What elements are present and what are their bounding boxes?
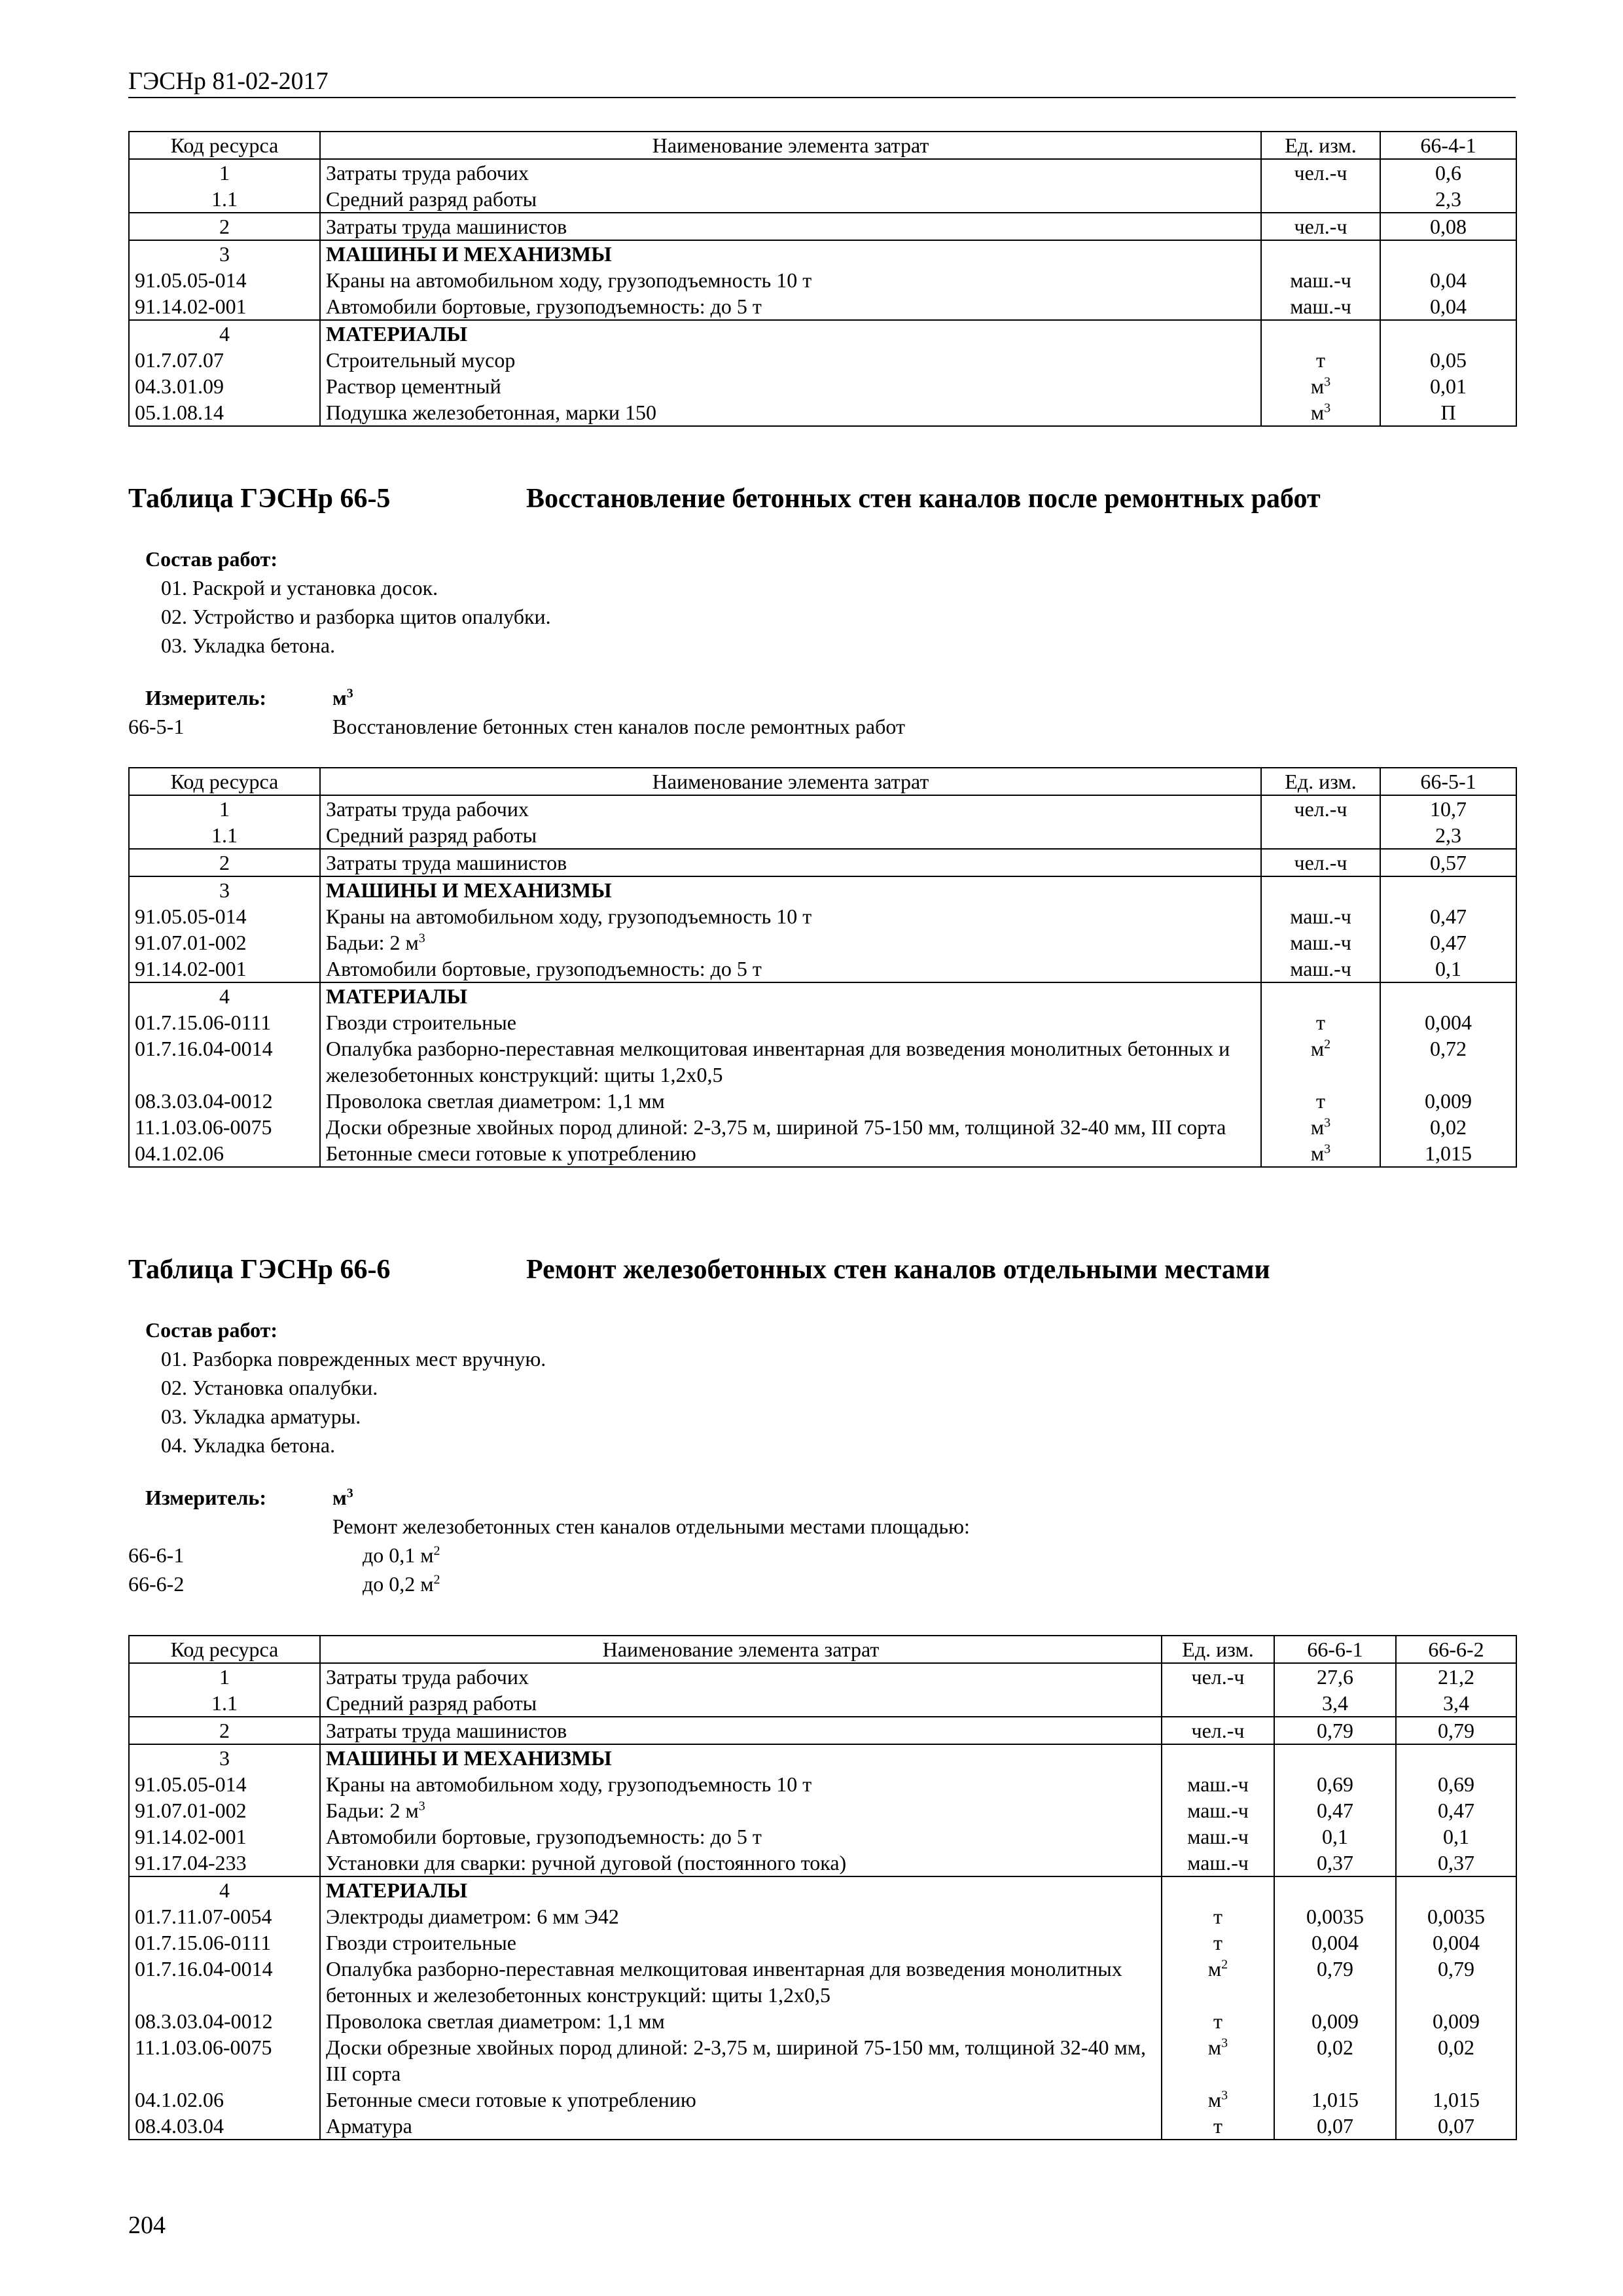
resource-name: Проволока светлая диаметром: 1,1 мм — [320, 2008, 1162, 2034]
resource-name: Краны на автомобильном ходу, грузоподъемность 10 т — [320, 1771, 1162, 1797]
resource-code: 91.05.05-014 — [129, 903, 320, 929]
resource-name: Бетонные смеси готовые к употреблению — [320, 1140, 1261, 1167]
table-title-66-5 — [128, 482, 1321, 516]
col-header-value: 66-4-1 — [1380, 132, 1516, 159]
resource-name: Затраты труда машинистов — [320, 213, 1261, 240]
resource-unit: т — [1261, 1009, 1380, 1035]
work-item: 03. Укладка арматуры. — [161, 1405, 361, 1428]
resource-code: 1.1 — [129, 186, 320, 213]
resource-name: Бетонные смеси готовые к употреблению — [320, 2087, 1162, 2113]
resource-value-2 — [1396, 1744, 1516, 1771]
resource-unit: чел.-ч — [1162, 1663, 1274, 1690]
resource-name: Краны на автомобильном ходу, грузоподъемность 10 т — [320, 267, 1261, 293]
resource-name: Доски обрезные хвойных пород длиной: 2-3,75 м, шириной 75-150 мм, толщиной 32-40 мм, III сорта — [320, 1114, 1261, 1140]
measure-block-66-6 — [128, 1483, 1516, 1598]
resource-unit: $м^2$ — [1162, 1956, 1274, 2008]
resource-name: Доски обрезные хвойных пород длиной: 2-3,75 м, шириной 75-150 мм, толщиной 32-40 мм, III сорта — [320, 2034, 1162, 2087]
work-item: 01. Разборка поврежденных мест вручную. — [161, 1347, 546, 1371]
table-row — [129, 2087, 1516, 2113]
resource-code: 04.3.01.09 — [129, 373, 320, 399]
resource-value-1 — [1380, 240, 1516, 267]
resource-name: Гвозди строительные — [320, 1009, 1261, 1035]
resource-unit: $м^3$ — [1261, 1114, 1380, 1140]
resource-value-1: 0,02 — [1380, 1114, 1516, 1140]
table-header-row — [129, 132, 1516, 159]
resource-unit — [1261, 822, 1380, 849]
table-row — [129, 1663, 1516, 1690]
table-row — [129, 213, 1516, 240]
resource-name: МАТЕРИАЛЫ — [320, 982, 1261, 1009]
resource-value-2: 0,02 — [1396, 2034, 1516, 2087]
resource-name: Автомобили бортовые, грузоподъемность: до 5 т — [320, 1823, 1162, 1850]
resource-value-1: 0,1 — [1380, 956, 1516, 982]
measure-label: Измеритель: — [145, 1486, 266, 1509]
resource-name: Арматура — [320, 2113, 1162, 2140]
resource-value-1: 0,07 — [1274, 2113, 1396, 2140]
resource-name: Краны на автомобильном ходу, грузоподъемность 10 т — [320, 903, 1261, 929]
col-header-code: Код ресурса — [129, 768, 320, 795]
table-row — [129, 2113, 1516, 2140]
table-row — [129, 347, 1516, 373]
resource-code: 4 — [129, 1876, 320, 1903]
resource-value-2: 0,004 — [1396, 1929, 1516, 1956]
resource-unit: $м^3$ — [1261, 373, 1380, 399]
resource-unit: т — [1261, 1088, 1380, 1114]
table-row — [129, 293, 1516, 320]
resource-code: 01.7.07.07 — [129, 347, 320, 373]
resource-value-1: 27,6 — [1274, 1663, 1396, 1690]
resource-name: Бадьи: 2 $м^3$ — [320, 1797, 1162, 1823]
table-row — [129, 159, 1516, 186]
resource-code: 08.3.03.04-0012 — [129, 1088, 320, 1114]
col-header-value: 66-5-1 — [1380, 768, 1516, 795]
work-composition-66-6 — [128, 1316, 1516, 1460]
norm-name: Восстановление бетонных стен каналов после ремонтных работ — [332, 715, 905, 738]
col-header-code: Код ресурса — [129, 1636, 320, 1663]
resource-value-1: 0,79 — [1274, 1956, 1396, 2008]
resource-unit: чел.-ч — [1261, 159, 1380, 186]
resource-unit — [1261, 240, 1380, 267]
resource-name: Автомобили бортовые, грузоподъемность: до 5 т — [320, 293, 1261, 320]
resource-value-1: 2,3 — [1380, 186, 1516, 213]
resource-code: 3 — [129, 876, 320, 903]
resource-value-1: 0,37 — [1274, 1850, 1396, 1876]
table-row — [129, 956, 1516, 982]
table-row — [129, 1140, 1516, 1167]
resource-name: Электроды диаметром: 6 мм Э42 — [320, 1903, 1162, 1929]
resource-code: 2 — [129, 1717, 320, 1744]
resource-value-2: 0,1 — [1396, 1823, 1516, 1850]
work-composition-66-5 — [128, 545, 1516, 660]
table-row — [129, 1690, 1516, 1717]
resource-code: 01.7.15.06-0111 — [129, 1009, 320, 1035]
resource-value-1: 0,009 — [1274, 2008, 1396, 2034]
table-row — [129, 1797, 1516, 1823]
resource-unit: $м^3$ — [1162, 2087, 1274, 2113]
norm-code: 66-6-2 — [128, 1572, 185, 1596]
resource-unit — [1162, 1744, 1274, 1771]
work-label: Состав работ: — [145, 547, 278, 571]
resource-unit: маш.-ч — [1261, 267, 1380, 293]
resource-value-1: 0,72 — [1380, 1035, 1516, 1088]
resource-code: 2 — [129, 213, 320, 240]
resource-unit: чел.-ч — [1261, 849, 1380, 876]
resource-name: МАТЕРИАЛЫ — [320, 320, 1261, 347]
resource-unit: $м^2$ — [1261, 1035, 1380, 1088]
resource-code: 1 — [129, 795, 320, 822]
resource-code: 01.7.11.07-0054 — [129, 1903, 320, 1929]
resource-name: Гвозди строительные — [320, 1929, 1162, 1956]
resource-value-2: 1,015 — [1396, 2087, 1516, 2113]
resource-unit — [1261, 982, 1380, 1009]
resource-name: Средний разряд работы — [320, 1690, 1162, 1717]
resource-value-1: 0,57 — [1380, 849, 1516, 876]
resource-code: 91.07.01-002 — [129, 1797, 320, 1823]
resource-name: МАШИНЫ И МЕХАНИЗМЫ — [320, 1744, 1162, 1771]
measure-unit: $м^3$ — [332, 1486, 353, 1509]
resource-unit — [1162, 1690, 1274, 1717]
resource-table-66-6 — [128, 1635, 1517, 2140]
resource-value-1: 0,47 — [1380, 903, 1516, 929]
work-item: 04. Укладка бетона. — [161, 1433, 336, 1457]
resource-unit: т — [1162, 1929, 1274, 1956]
resource-value-1 — [1380, 876, 1516, 903]
resource-unit: маш.-ч — [1261, 293, 1380, 320]
resource-value-1: 3,4 — [1274, 1690, 1396, 1717]
resource-value-1: 0,004 — [1274, 1929, 1396, 1956]
resource-unit: т — [1162, 2113, 1274, 2140]
resource-value-1: 0,02 — [1274, 2034, 1396, 2087]
table-row — [129, 1850, 1516, 1876]
resource-code: 91.14.02-001 — [129, 1823, 320, 1850]
work-item: 02. Устройство и разборка щитов опалубки. — [161, 605, 551, 628]
table-row — [129, 903, 1516, 929]
table-row — [129, 2008, 1516, 2034]
resource-name: Строительный мусор — [320, 347, 1261, 373]
resource-unit — [1261, 876, 1380, 903]
resource-value-1: 0,1 — [1274, 1823, 1396, 1850]
resource-value-1: 1,015 — [1380, 1140, 1516, 1167]
work-item: 03. Укладка бетона. — [161, 634, 336, 657]
resource-name: Затраты труда машинистов — [320, 849, 1261, 876]
resource-name: Затраты труда рабочих — [320, 795, 1261, 822]
resource-value-1: 2,3 — [1380, 822, 1516, 849]
table-label: Таблица ГЭСНр 66-6 — [128, 1255, 391, 1285]
table-row — [129, 1771, 1516, 1797]
resource-name: Опалубка разборно-переставная мелкощитовая инвентарная для возведения монолитных бетонных и железобетонных конструкций: щиты 1,2х0,5 — [320, 1956, 1162, 2008]
resource-code: 08.3.03.04-0012 — [129, 2008, 320, 2034]
resource-unit: чел.-ч — [1162, 1717, 1274, 1744]
resource-unit: маш.-ч — [1162, 1823, 1274, 1850]
measure-unit: $м^3$ — [332, 686, 353, 709]
table-title-66-6 — [128, 1253, 1270, 1287]
resource-value-2: 0,79 — [1396, 1717, 1516, 1744]
resource-unit — [1261, 320, 1380, 347]
resource-unit: т — [1261, 347, 1380, 373]
resource-name: Затраты труда рабочих — [320, 159, 1261, 186]
table-row — [129, 822, 1516, 849]
table-row — [129, 982, 1516, 1009]
resource-value-1: 0,6 — [1380, 159, 1516, 186]
table-row — [129, 267, 1516, 293]
table-row — [129, 1088, 1516, 1114]
resource-value-2: 0,37 — [1396, 1850, 1516, 1876]
resource-code: 01.7.15.06-0111 — [129, 1929, 320, 1956]
col-header-value-2: 66-6-2 — [1396, 1636, 1516, 1663]
resource-name: Затраты труда рабочих — [320, 1663, 1162, 1690]
table-row — [129, 1035, 1516, 1088]
resource-value-2: 3,4 — [1396, 1690, 1516, 1717]
resource-code: 91.17.04-233 — [129, 1850, 320, 1876]
norm-name: до 0,2 $м^2$ — [363, 1572, 440, 1596]
table-row — [129, 1956, 1516, 2008]
header-rule — [128, 97, 1516, 98]
resource-value-1: 10,7 — [1380, 795, 1516, 822]
table-header-row — [129, 768, 1516, 795]
table-row — [129, 795, 1516, 822]
resource-value-2: 0,69 — [1396, 1771, 1516, 1797]
resource-name: Средний разряд работы — [320, 186, 1261, 213]
resource-code: 91.14.02-001 — [129, 956, 320, 982]
table-row — [129, 1903, 1516, 1929]
resource-name: МАТЕРИАЛЫ — [320, 1876, 1162, 1903]
resource-unit: чел.-ч — [1261, 213, 1380, 240]
resource-table-66-5 — [128, 767, 1517, 1168]
resource-unit: чел.-ч — [1261, 795, 1380, 822]
table-row — [129, 240, 1516, 267]
resource-value-2: 0,0035 — [1396, 1903, 1516, 1929]
norm-code: 66-6-1 — [128, 1543, 185, 1567]
resource-code: 05.1.08.14 — [129, 399, 320, 426]
work-item: 01. Раскрой и установка досок. — [161, 576, 438, 600]
resource-value-1: 0,04 — [1380, 267, 1516, 293]
table-row — [129, 1009, 1516, 1035]
resource-unit: т — [1162, 1903, 1274, 1929]
col-header-name: Наименование элемента затрат — [320, 768, 1261, 795]
table-row — [129, 849, 1516, 876]
page-number: 204 — [128, 2212, 166, 2239]
resource-code: 4 — [129, 982, 320, 1009]
resource-unit: маш.-ч — [1162, 1850, 1274, 1876]
table-row — [129, 320, 1516, 347]
col-header-name: Наименование элемента затрат — [320, 132, 1261, 159]
resource-value-2: 0,009 — [1396, 2008, 1516, 2034]
table-row — [129, 929, 1516, 956]
resource-code: 4 — [129, 320, 320, 347]
resource-code: 04.1.02.06 — [129, 1140, 320, 1167]
resource-unit: $м^3$ — [1162, 2034, 1274, 2087]
resource-code: 91.07.01-002 — [129, 929, 320, 956]
norm-name: до 0,1 $м^2$ — [363, 1543, 440, 1567]
resource-code: 2 — [129, 849, 320, 876]
table-row — [129, 2034, 1516, 2087]
resource-unit: т — [1162, 2008, 1274, 2034]
table-row — [129, 399, 1516, 426]
table-label: Таблица ГЭСНр 66-5 — [128, 484, 391, 514]
resource-code: 1.1 — [129, 822, 320, 849]
resource-unit — [1261, 186, 1380, 213]
resource-name: Автомобили бортовые, грузоподъемность: до 5 т — [320, 956, 1261, 982]
resource-unit: $м^3$ — [1261, 399, 1380, 426]
resource-code: 3 — [129, 1744, 320, 1771]
norm-intro: Ремонт железобетонных стен каналов отдельными местами площадью: — [332, 1515, 970, 1538]
resource-name: Проволока светлая диаметром: 1,1 мм — [320, 1088, 1261, 1114]
table-row — [129, 1876, 1516, 1903]
resource-name: Бадьи: 2 $м^3$ — [320, 929, 1261, 956]
resource-unit: маш.-ч — [1261, 956, 1380, 982]
resource-unit: $м^3$ — [1261, 1140, 1380, 1167]
work-item: 02. Установка опалубки. — [161, 1376, 378, 1399]
resource-value-1: 0,004 — [1380, 1009, 1516, 1035]
table-row — [129, 876, 1516, 903]
resource-unit: маш.-ч — [1162, 1771, 1274, 1797]
table-row — [129, 186, 1516, 213]
measure-block-66-5 — [128, 683, 1516, 741]
resource-value-1 — [1380, 982, 1516, 1009]
resource-value-1: 0,79 — [1274, 1717, 1396, 1744]
resource-code: 11.1.03.06-0075 — [129, 1114, 320, 1140]
resource-code: 08.4.03.04 — [129, 2113, 320, 2140]
resource-name: Опалубка разборно-переставная мелкощитовая инвентарная для возведения монолитных бетонных и железобетонных конструкций: щиты 1,2х0,5 — [320, 1035, 1261, 1088]
page-header: ГЭСНр 81-02-2017 — [128, 67, 329, 95]
table-title-text: Восстановление бетонных стен каналов после ремонтных работ — [526, 484, 1321, 514]
resource-value-1: 0,47 — [1274, 1797, 1396, 1823]
resource-code: 91.14.02-001 — [129, 293, 320, 320]
resource-value-1: 0,01 — [1380, 373, 1516, 399]
resource-value-2: 0,79 — [1396, 1956, 1516, 2008]
resource-name: Средний разряд работы — [320, 822, 1261, 849]
resource-value-2: 21,2 — [1396, 1663, 1516, 1690]
col-header-unit: Ед. изм. — [1162, 1636, 1274, 1663]
resource-value-2: 0,47 — [1396, 1797, 1516, 1823]
resource-code: 91.05.05-014 — [129, 267, 320, 293]
resource-name: МАШИНЫ И МЕХАНИЗМЫ — [320, 240, 1261, 267]
col-header-name: Наименование элемента затрат — [320, 1636, 1162, 1663]
resource-unit: маш.-ч — [1261, 903, 1380, 929]
resource-value-2: 0,07 — [1396, 2113, 1516, 2140]
resource-code: 1 — [129, 1663, 320, 1690]
resource-name: МАШИНЫ И МЕХАНИЗМЫ — [320, 876, 1261, 903]
resource-value-1: 0,69 — [1274, 1771, 1396, 1797]
resource-code: 1 — [129, 159, 320, 186]
work-label: Состав работ: — [145, 1318, 278, 1342]
resource-unit: маш.-ч — [1162, 1797, 1274, 1823]
resource-unit: маш.-ч — [1261, 929, 1380, 956]
table-row — [129, 1717, 1516, 1744]
resource-name: Раствор цементный — [320, 373, 1261, 399]
table-header-row — [129, 1636, 1516, 1663]
table-title-text: Ремонт железобетонных стен каналов отдельными местами — [526, 1255, 1270, 1285]
resource-value-1: П — [1380, 399, 1516, 426]
resource-value-1: 0,04 — [1380, 293, 1516, 320]
resource-value-1: 0,0035 — [1274, 1903, 1396, 1929]
resource-code: 01.7.16.04-0014 — [129, 1956, 320, 2008]
resource-value-1: 0,05 — [1380, 347, 1516, 373]
resource-code: 91.05.05-014 — [129, 1771, 320, 1797]
table-row — [129, 1929, 1516, 1956]
measure-label: Измеритель: — [145, 686, 266, 709]
col-header-unit: Ед. изм. — [1261, 132, 1380, 159]
resource-value-1 — [1274, 1876, 1396, 1903]
resource-value-1: 0,009 — [1380, 1088, 1516, 1114]
resource-table-66-4 — [128, 131, 1517, 427]
resource-value-1: 0,08 — [1380, 213, 1516, 240]
table-row — [129, 1114, 1516, 1140]
col-header-unit: Ед. изм. — [1261, 768, 1380, 795]
col-header-value-1: 66-6-1 — [1274, 1636, 1396, 1663]
resource-name: Затраты труда машинистов — [320, 1717, 1162, 1744]
resource-value-1 — [1274, 1744, 1396, 1771]
resource-code: 04.1.02.06 — [129, 2087, 320, 2113]
resource-value-2 — [1396, 1876, 1516, 1903]
resource-value-1 — [1380, 320, 1516, 347]
resource-value-1: 1,015 — [1274, 2087, 1396, 2113]
col-header-code: Код ресурса — [129, 132, 320, 159]
table-row — [129, 1744, 1516, 1771]
resource-code: 01.7.16.04-0014 — [129, 1035, 320, 1088]
resource-code: 1.1 — [129, 1690, 320, 1717]
resource-code: 11.1.03.06-0075 — [129, 2034, 320, 2087]
resource-unit — [1162, 1876, 1274, 1903]
table-row — [129, 1823, 1516, 1850]
resource-value-1: 0,47 — [1380, 929, 1516, 956]
table-row — [129, 373, 1516, 399]
norm-code: 66-5-1 — [128, 715, 185, 738]
resource-name: Установки для сварки: ручной дуговой (постоянного тока) — [320, 1850, 1162, 1876]
resource-code: 3 — [129, 240, 320, 267]
resource-name: Подушка железобетонная, марки 150 — [320, 399, 1261, 426]
